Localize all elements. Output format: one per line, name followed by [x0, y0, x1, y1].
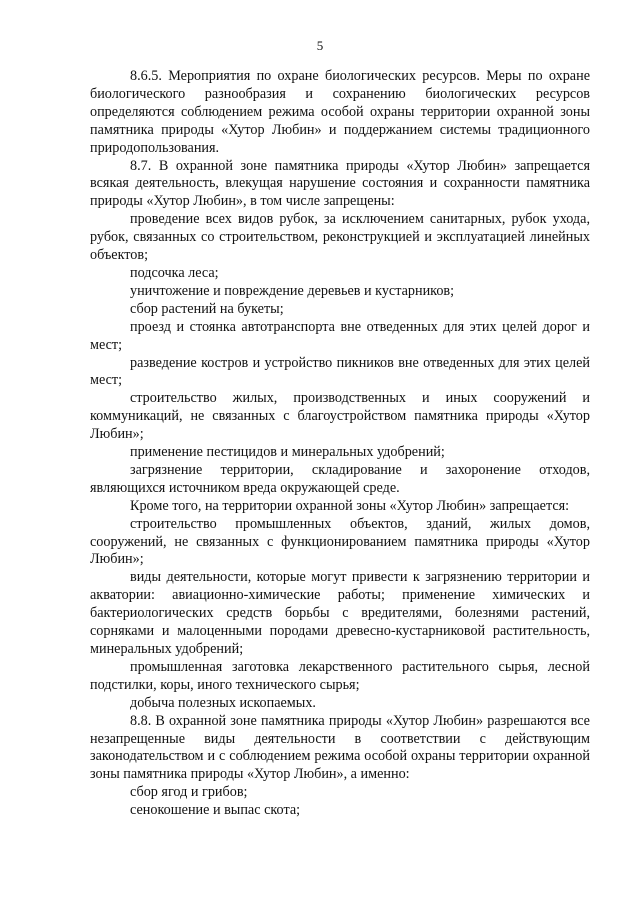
paragraph: проезд и стоянка автотранспорта вне отведенных для этих целей дорог и мест;	[90, 318, 590, 353]
paragraph: промышленная заготовка лекарственного растительного сырья, лесной подстилки, коры, иного технического сырья;	[90, 658, 590, 693]
paragraph: сбор растений на букеты;	[130, 300, 284, 317]
paragraph: применение пестицидов и минеральных удобрений;	[130, 444, 445, 461]
page-number: 5	[316, 38, 324, 53]
paragraph: добыча полезных ископаемых.	[130, 694, 316, 711]
paragraph: сенокошение и выпас скота;	[130, 802, 301, 819]
paragraph: виды деятельности, которые могут привести к загрязнению территории и акватории: авиационно-химические работы; применение химических и бактериологических средств борьбы с вредителями, болезнями растений, сорняками и малоценными породами древесно-кустарниковой растительность, минеральных удобрений;	[90, 569, 590, 657]
paragraph: проведение всех видов рубок, за исключением санитарных, рубок ухода, рубок, связанных со строительством, реконструкцией и эксплуатацией линейных объектов;	[90, 211, 590, 264]
paragraph: строительство жилых, производственных и иных сооружений и коммуникаций, не связанных с благоустройством памятника природы «Хутор Любин»;	[90, 390, 590, 443]
paragraph: строительство промышленных объектов, зданий, жилых домов, сооружений, не связанных с функционированием памятника природы «Хутор Любин»;	[90, 515, 590, 568]
paragraph: сбор ягод и грибов;	[130, 784, 248, 801]
paragraph: загрязнение территории, складирование и захоронение отходов, являющихся источником вреда окружающей среде.	[90, 461, 590, 496]
paragraph: 8.6.5. Мероприятия по охране биологических ресурсов. Меры по охране биологического разнообразия и сохранению биологических ресурсов определяются соблюдением режима особой охраны территории охранной зоны памятника природы «Хутор Любин» и поддержанием системы традиционного природопользования.	[90, 68, 590, 156]
paragraph: 8.8. В охранной зоне памятника природы «Хутор Любин» разрешаются все незапрещенные виды деятельности в соответствии с действующим законодательством и с соблюдением режима особой охраны территории охранной зоны памятника природы «Хутор Любин», а именно:	[90, 712, 590, 783]
paragraph: 8.7. В охранной зоне памятника природы «Хутор Любин» запрещается всякая деятельность, влекущая нарушение состояния и сохранности памятника природы «Хутор Любин», в том числе запрещены:	[90, 157, 590, 210]
paragraph: уничтожение и повреждение деревьев и кустарников;	[130, 282, 455, 299]
paragraph: разведение костров и устройство пикников вне отведенных для этих целей мест;	[90, 354, 590, 389]
paragraph: Кроме того, на территории охранной зоны «Хутор Любин» запрещается:	[130, 497, 570, 514]
document-body	[90, 68, 590, 820]
paragraph: подсочка леса;	[130, 264, 219, 281]
